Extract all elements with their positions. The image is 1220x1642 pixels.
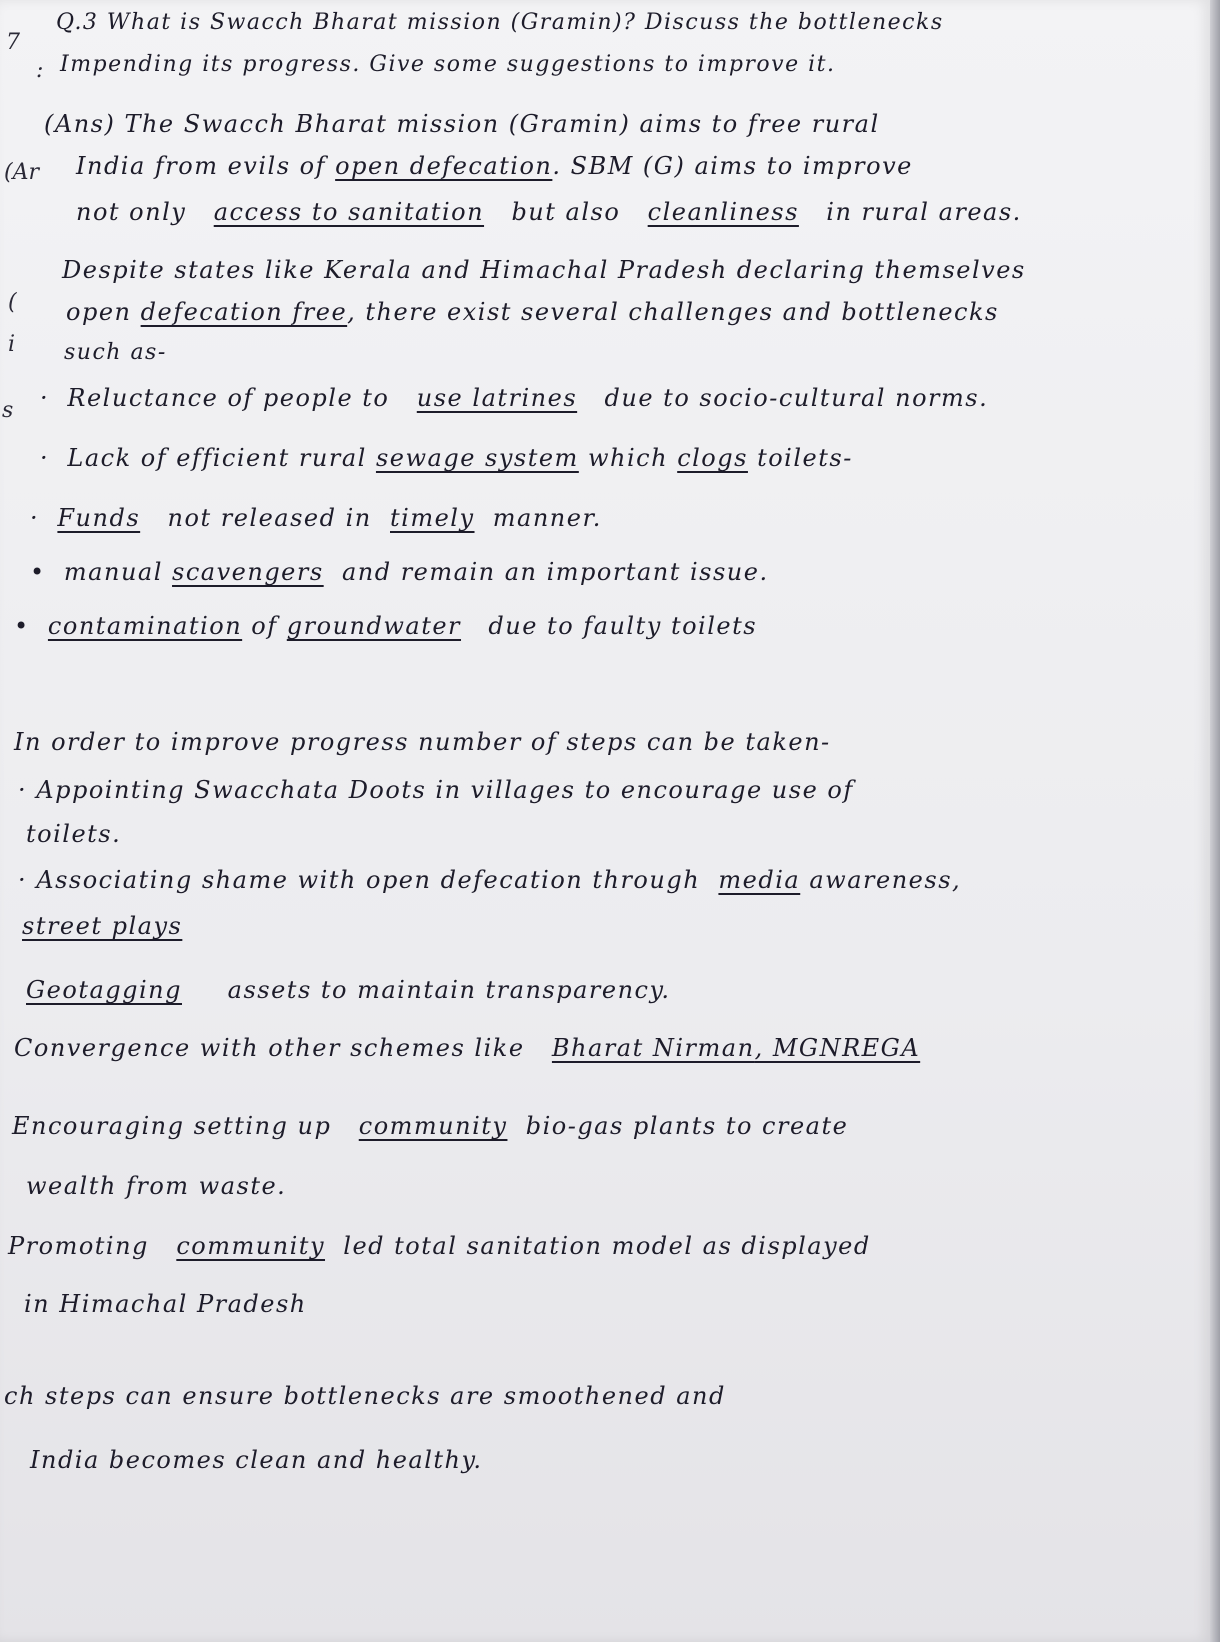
despite-line-3: such as- xyxy=(64,340,167,365)
bottleneck-item: · Lack of efficient rural sewage system which clogs toilets- xyxy=(40,444,853,472)
conclusion-line-1: ch steps can ensure bottlenecks are smoothened and xyxy=(4,1382,726,1410)
step-item: · Associating shame with open defecation through media awareness, xyxy=(18,866,962,894)
step-item: Encouraging setting up community bio-gas plants to create xyxy=(12,1112,849,1140)
open-defecation-underlined: open defecation xyxy=(335,152,553,180)
question-line-1: Q.3 What is Swacch Bharat mission (Gramin)? Discuss the bottlenecks xyxy=(56,10,944,35)
bottleneck-item: · Reluctance of people to use latrines due to socio-cultural norms. xyxy=(40,384,989,412)
margin-i-mark: i xyxy=(8,332,16,357)
step-item: · Appointing Swacchata Doots in villages to encourage use of xyxy=(18,776,854,804)
answer-line-1: (Ans) The Swacch Bharat mission (Gramin) aims to free rural xyxy=(44,110,880,138)
question-line-2: Impending its progress. Give some suggestions to improve it. xyxy=(60,52,836,77)
page-edge xyxy=(1210,0,1220,1642)
bottleneck-item: • manual scavengers and remain an important issue. xyxy=(30,558,769,586)
step-continuation: street plays xyxy=(22,912,183,940)
answer-line-3: not only access to sanitation but also cleanliness in rural areas. xyxy=(76,198,1022,226)
conclusion-line-2: India becomes clean and healthy. xyxy=(30,1446,483,1474)
margin-s-mark: s xyxy=(2,398,14,423)
bottleneck-item: • contamination of groundwater due to faulty toilets xyxy=(14,612,758,640)
answer-line-2: India from evils of open defecation. SBM (G) aims to improve xyxy=(76,152,913,180)
steps-intro: In order to improve progress number of steps can be taken- xyxy=(14,728,831,756)
step-continuation: wealth from waste. xyxy=(26,1172,287,1200)
access-to-sanitation-underlined: access to sanitation xyxy=(213,198,485,226)
step-item: Convergence with other schemes like Bharat Nirman, MGNREGA xyxy=(14,1034,921,1062)
step-continuation: in Himachal Pradesh xyxy=(24,1290,307,1318)
defecation-free-underlined: defecation free xyxy=(140,298,348,326)
step-continuation: toilets. xyxy=(26,820,122,848)
margin-ar-mark: (Ar xyxy=(4,160,39,185)
margin-colon: : xyxy=(36,58,44,83)
despite-line-1: Despite states like Kerala and Himachal Pradesh declaring themselves xyxy=(62,256,1026,284)
despite-line-2: open defecation free, there exist several challenges and bottlenecks xyxy=(66,298,999,326)
margin-question-number: 7 xyxy=(6,30,20,55)
cleanliness-underlined: cleanliness xyxy=(647,198,799,226)
bottleneck-item: · Funds not released in timely manner. xyxy=(30,504,602,532)
margin-paren-mark: ( xyxy=(8,290,17,315)
step-item: Promoting community led total sanitation model as displayed xyxy=(8,1232,871,1260)
step-item: Geotagging assets to maintain transparency. xyxy=(26,976,671,1004)
